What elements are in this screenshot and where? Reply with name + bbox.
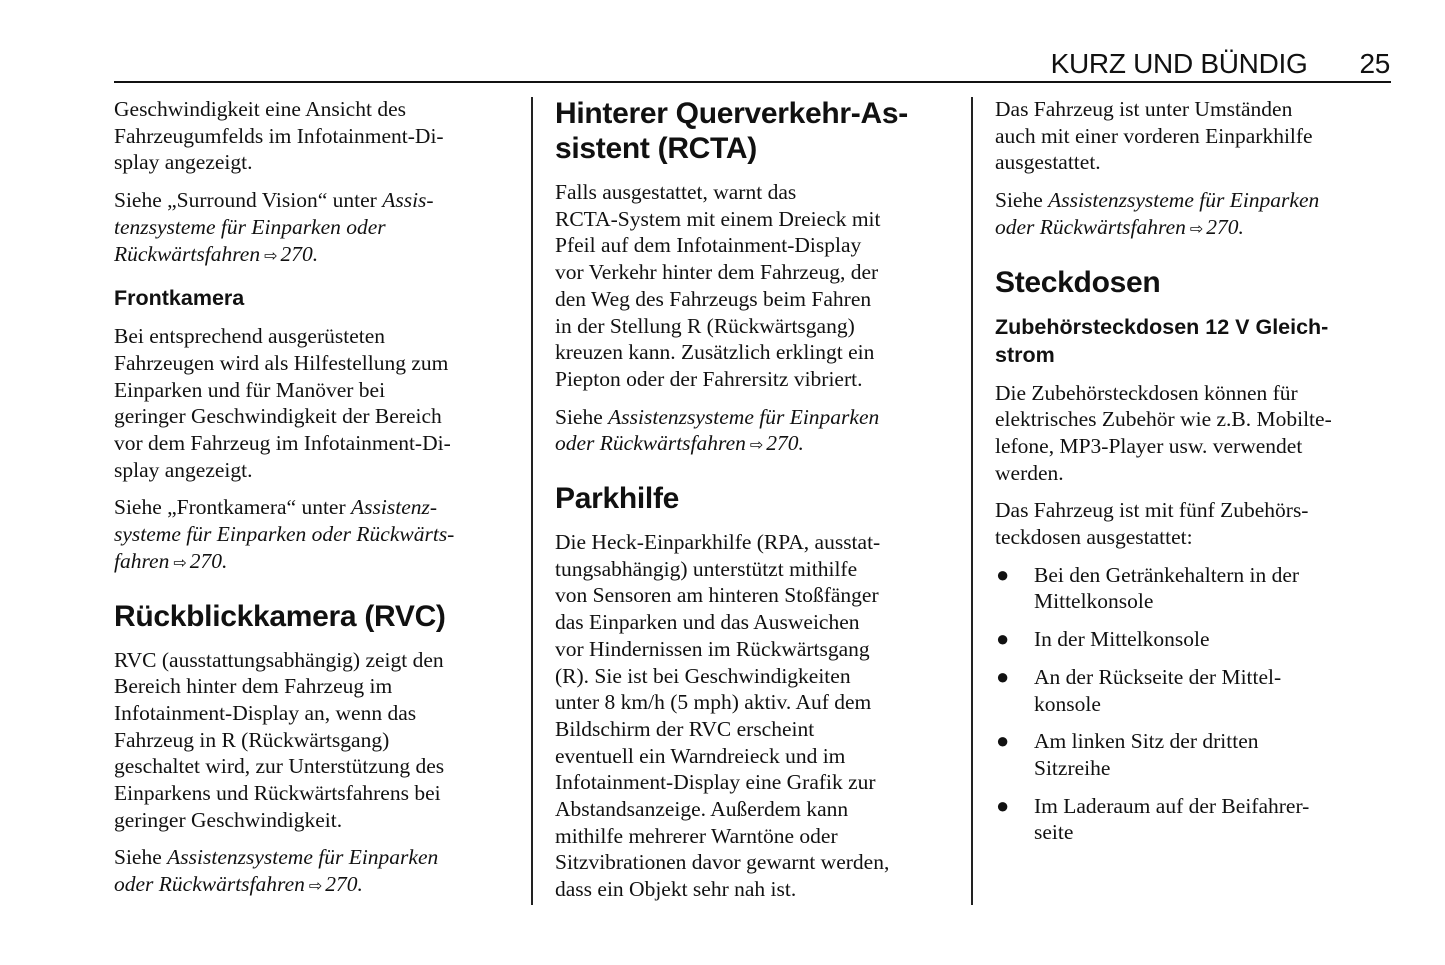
text-line [995, 406, 1395, 433]
italic-text: systeme für Einparken oder Rückwärts- [114, 522, 455, 547]
text-line [114, 187, 524, 214]
text: Siehe [555, 404, 609, 429]
text: RVC (ausstattungsabhängig) zeigt den [114, 647, 444, 672]
paragraph [995, 497, 1395, 550]
text: Geschwindigkeit eine Ansicht des [114, 97, 406, 121]
heading-line: Zubehörsteckdosen 12 V Gleich- [995, 314, 1329, 339]
text: auch mit einer vorderen Einparkhilfe [995, 123, 1313, 148]
text: Piepton oder der Fahrersitz vibriert. [555, 366, 863, 391]
heading-line: Hinterer Querverkehr-As- [555, 97, 908, 130]
text-line [114, 323, 524, 350]
bullet-icon: ● [996, 663, 1010, 689]
text-line [1034, 626, 1395, 653]
text-line [114, 521, 524, 548]
italic-text: Assistenzsysteme für Einparken [167, 845, 439, 870]
text-line [114, 647, 524, 674]
text: vor Hindernissen im Rückwärtsgang [555, 636, 870, 661]
text-line [114, 457, 524, 484]
text-line [555, 609, 955, 636]
text: Die Zubehörsteckdosen können für [995, 380, 1298, 405]
paragraph [995, 380, 1395, 487]
text-line [1034, 664, 1395, 691]
text-line [114, 807, 524, 834]
page-reference-arrow-icon: ⇨ [308, 876, 323, 896]
heading-line: strom [995, 342, 1055, 367]
text: Das Fahrzeug ist unter Umständen [995, 97, 1293, 121]
bullet-icon: ● [996, 561, 1010, 587]
paragraph [114, 647, 524, 834]
text-line [114, 780, 524, 807]
text-line [555, 849, 955, 876]
text-line [114, 548, 524, 577]
page-reference-link[interactable]: 270. [189, 548, 228, 573]
text: Mittelkonsole [1034, 589, 1154, 614]
section-title: KURZ UND BÜNDIG [1050, 48, 1308, 79]
italic-text: Assis- [382, 188, 434, 213]
running-header [1051, 48, 1390, 80]
italic-text: oder Rückwärtsfahren [995, 214, 1186, 239]
page-reference-link[interactable]: 270. [766, 431, 804, 456]
text: RCTA-System mit einem Dreieck mit [555, 206, 881, 231]
text-line [555, 689, 955, 716]
text: Fahrzeugumfelds im Infotainment-Di- [114, 123, 444, 148]
text-line [555, 769, 955, 796]
text-line [114, 214, 524, 241]
text-line [555, 232, 955, 259]
italic-text: tenzsysteme für Einparken oder [114, 214, 386, 239]
text: tungsabhängig) unterstützt mithilfe [555, 556, 858, 581]
text-line [555, 529, 955, 556]
italic-text: oder Rückwärtsfahren [555, 431, 746, 456]
header-rule [114, 81, 1391, 83]
cross-reference [995, 187, 1395, 242]
text-line [114, 871, 524, 900]
text: unter 8 km/h (5 mph) aktiv. Auf dem [555, 690, 872, 715]
text: Bei den Getränkehaltern in der [1034, 562, 1300, 587]
text-line [555, 404, 955, 431]
cross-reference [555, 404, 955, 459]
text-line [555, 636, 955, 663]
text: eventuell ein Warndreieck und im [555, 743, 846, 768]
text: in der Stellung R (Rückwärtsgang) [555, 313, 855, 338]
text: geschaltet wird, zur Unterstützung des [114, 754, 445, 779]
text-line [995, 149, 1395, 176]
text-line [1034, 562, 1395, 589]
text: vor dem Fahrzeug im Infotainment-Di- [114, 431, 451, 456]
section-heading [995, 265, 1395, 300]
text: Einparken und für Manöver bei [114, 377, 386, 402]
text: Am linken Sitz der dritten [1034, 729, 1259, 754]
text-line [114, 377, 524, 404]
section-heading [555, 96, 955, 166]
text: (R). Sie ist bei Geschwindigkeiten [555, 663, 851, 688]
section-heading [114, 599, 524, 634]
text-line [995, 187, 1395, 214]
italic-text: oder Rückwärtsfahren [114, 872, 305, 897]
bullet-icon: ● [996, 728, 1010, 754]
text: Falls ausgestattet, warnt das [555, 180, 797, 204]
bullet-item [995, 562, 1395, 615]
text-line [555, 582, 955, 609]
column-3 [995, 96, 1395, 857]
text: dass ein Objekt sehr nah ist. [555, 877, 797, 902]
text: Bildschirm der RVC erscheint [555, 716, 815, 741]
text: vor Verkehr hinter dem Fahrzeug, der [555, 260, 879, 285]
text-line [1034, 691, 1395, 718]
page-reference-arrow-icon: ⇨ [749, 435, 764, 455]
text-line [1034, 728, 1395, 755]
subsection-heading [995, 313, 1395, 369]
text: den Weg des Fahrzeugs beim Fahren [555, 286, 872, 311]
text: konsole [1034, 691, 1101, 716]
text-line [1034, 588, 1395, 615]
text-line [995, 497, 1395, 524]
text-line [995, 433, 1395, 460]
text: Fahrzeugen wird als Hilfestellung zum [114, 350, 449, 375]
heading-line: Rückblickkamera (RVC) [114, 599, 446, 633]
bullet-item [995, 793, 1395, 846]
heading-line: Frontkamera [114, 286, 245, 311]
cross-reference [114, 187, 524, 269]
text-line [114, 844, 524, 871]
text-line [1034, 819, 1395, 846]
text-line [114, 123, 524, 150]
text-line [555, 259, 955, 286]
paragraph [995, 96, 1395, 176]
text-line [555, 743, 955, 770]
text-line [995, 123, 1395, 150]
page-reference-arrow-icon: ⇨ [173, 552, 187, 572]
italic-text: Assistenzsysteme für Einparken [608, 404, 880, 429]
text-line [555, 313, 955, 340]
italic-text: Assistenz- [351, 495, 438, 520]
subsection-heading [114, 284, 524, 312]
text: mithilfe mehrerer Warntöne oder [555, 823, 838, 848]
page-reference-arrow-icon: ⇨ [1189, 218, 1204, 238]
text-line [1034, 793, 1395, 820]
text: ausgestattet. [995, 150, 1101, 175]
text-line [114, 700, 524, 727]
text-line [995, 96, 1395, 123]
heading-line: Parkhilfe [555, 482, 680, 516]
text: Im Laderaum auf der Beifahrer- [1034, 793, 1310, 818]
paragraph [114, 96, 524, 176]
text-line [555, 430, 955, 459]
text: geringer Geschwindigkeit. [114, 807, 343, 832]
text-line [114, 350, 524, 377]
text-line [555, 366, 955, 393]
text: splay angezeigt. [114, 150, 253, 175]
text: Pfeil auf dem Infotainment-Display [555, 233, 862, 258]
bullet-item [995, 664, 1395, 717]
text-line [995, 380, 1395, 407]
text-line [555, 286, 955, 313]
text: Die Heck-Einparkhilfe (RPA, ausstat- [555, 530, 881, 555]
text: Sitzvibrationen davor gewarnt werden, [555, 850, 890, 875]
bullet-icon: ● [996, 626, 1010, 652]
column-divider [531, 97, 533, 905]
text: splay angezeigt. [114, 457, 253, 482]
text-line [114, 727, 524, 754]
text: An der Rückseite der Mittel- [1034, 664, 1282, 689]
bullet-item [995, 626, 1395, 653]
text: das Einparken und das Ausweichen [555, 610, 860, 635]
page-reference-arrow-icon: ⇨ [264, 245, 278, 265]
text-line [555, 876, 955, 903]
text: Siehe „Surround Vision“ unter [114, 188, 383, 213]
heading-line: sistent (RCTA) [555, 132, 757, 165]
text-line [995, 214, 1395, 243]
text-line [555, 179, 955, 206]
column-2 [555, 96, 955, 914]
text-line [114, 96, 524, 123]
page-reference-link[interactable]: 270. [325, 872, 363, 897]
text: kreuzen kann. Zusätzlich erklingt ein [555, 340, 875, 365]
text-line [114, 430, 524, 457]
paragraph [555, 179, 955, 393]
text: Infotainment-Display an, wenn das [114, 700, 417, 725]
text: elektrisches Zubehör wie z.B. Mobilte- [995, 407, 1332, 432]
text-line [114, 494, 524, 521]
text-line [114, 753, 524, 780]
text-line [114, 149, 524, 176]
text: geringer Geschwindigkeit der Bereich [114, 404, 442, 429]
text: teckdosen ausgestattet: [995, 525, 1193, 550]
text: Siehe „Frontkamera“ unter [114, 495, 352, 520]
text: Infotainment-Display eine Grafik zur [555, 770, 876, 795]
text: von Sensoren am hinteren Stoßfänger [555, 583, 879, 608]
text: Einparkens und Rückwärtsfahrens bei [114, 781, 441, 806]
text-line [114, 403, 524, 430]
italic-text: Assistenzsysteme für Einparken [1048, 188, 1320, 213]
text: werden. [995, 460, 1064, 485]
text-line [555, 823, 955, 850]
section-heading [555, 481, 955, 516]
text-line [555, 339, 955, 366]
text: Abstandsanzeige. Außerdem kann [555, 797, 849, 822]
text-line [555, 663, 955, 690]
text-line [555, 716, 955, 743]
column-divider [971, 97, 973, 905]
text: Bei entsprechend ausgerüsteten [114, 324, 386, 349]
column-1 [114, 96, 524, 911]
text: seite [1034, 820, 1074, 845]
paragraph [555, 529, 955, 903]
text: Fahrzeug in R (Rückwärtsgang) [114, 727, 390, 752]
text-line [555, 206, 955, 233]
text: Bereich hinter dem Fahrzeug im [114, 674, 393, 699]
italic-text: Rückwärtsfahren [114, 241, 261, 266]
text: Das Fahrzeug ist mit fünf Zubehörs- [995, 498, 1309, 523]
page-reference-link[interactable]: 270. [280, 241, 319, 266]
text-line [1034, 755, 1395, 782]
cross-reference [114, 844, 524, 899]
page-reference-link[interactable]: 270. [1206, 214, 1244, 239]
text: Sitzreihe [1034, 755, 1111, 780]
text-line [995, 460, 1395, 487]
cross-reference [114, 494, 524, 576]
text: lefone, MP3-Player usw. verwendet [995, 433, 1303, 458]
text-line [995, 524, 1395, 551]
text-line [555, 796, 955, 823]
text: In der Mittelkonsole [1034, 627, 1210, 652]
italic-text: fahren [114, 548, 170, 573]
bullet-icon: ● [996, 792, 1010, 818]
page-number: 25 [1359, 48, 1390, 79]
bullet-item [995, 728, 1395, 781]
text: Siehe [995, 188, 1049, 213]
text-line [114, 241, 524, 270]
text-line [114, 673, 524, 700]
text: Siehe [114, 845, 168, 870]
paragraph [114, 323, 524, 483]
heading-line: Steckdosen [995, 265, 1161, 299]
text-line [555, 556, 955, 583]
